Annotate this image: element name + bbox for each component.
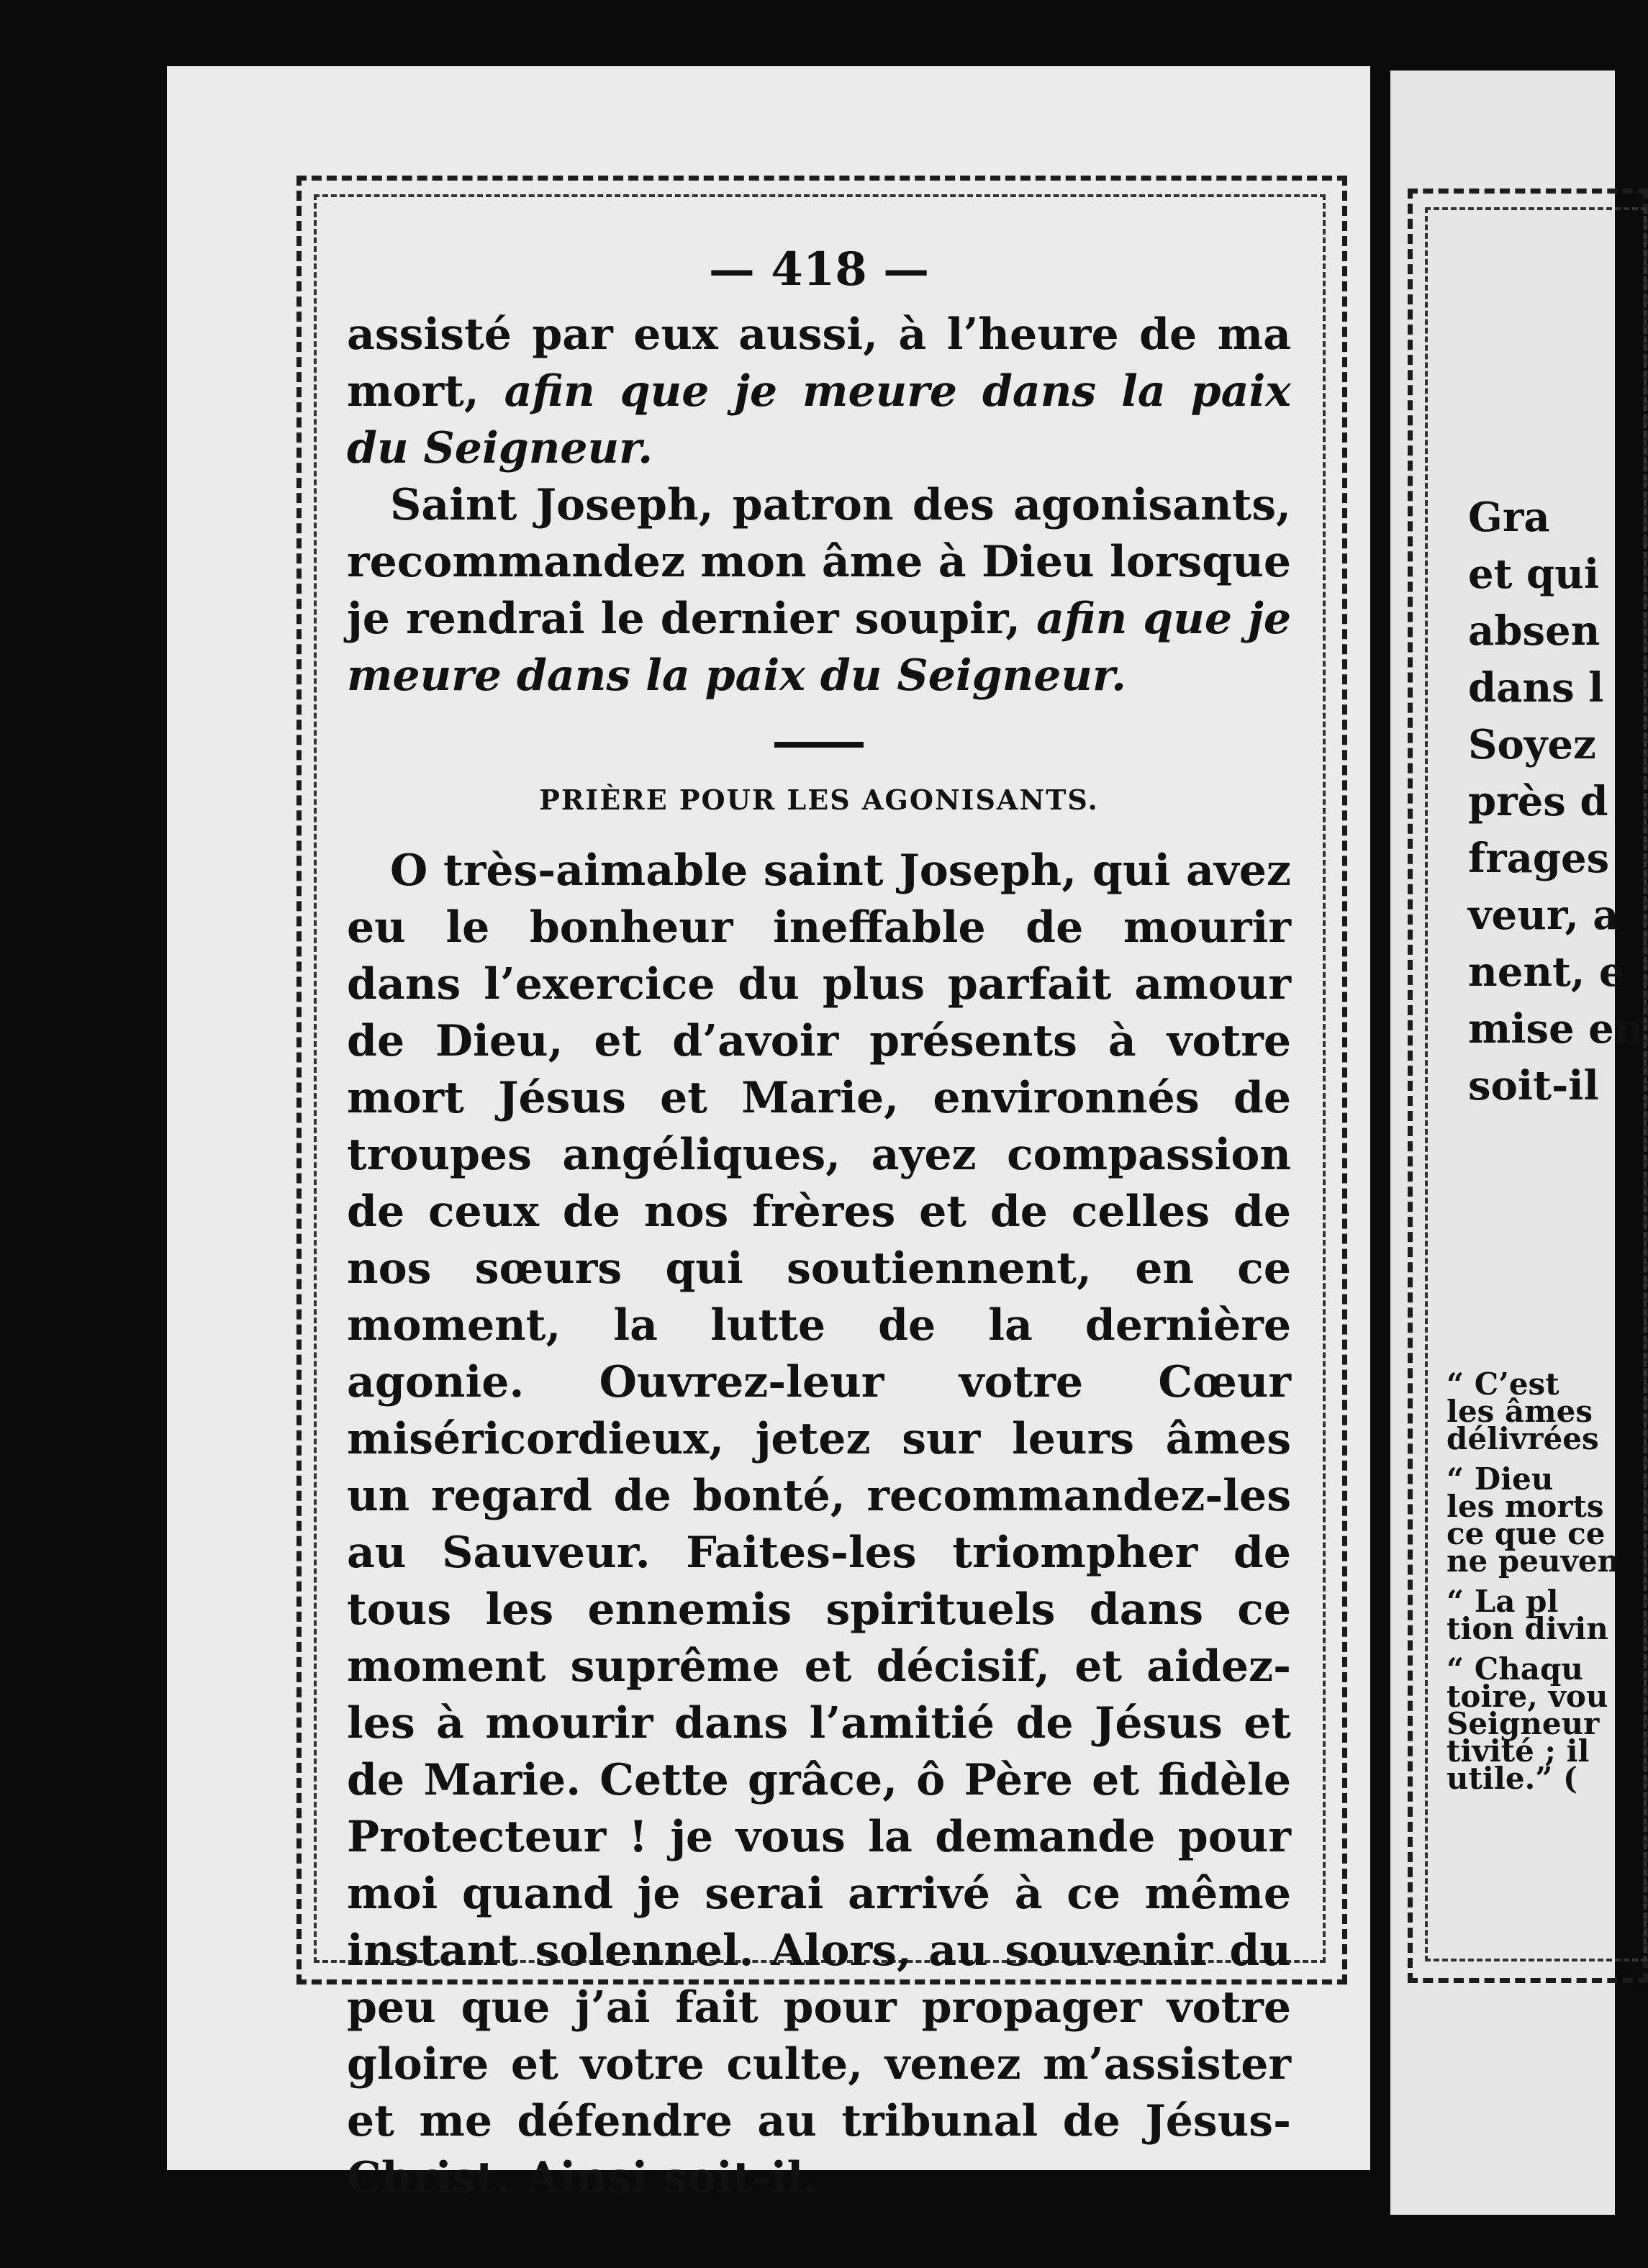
section-divider — [774, 742, 864, 748]
paragraph-2-text: Saint Joseph, patron des agonisants, recommandez mon âme à Dieu lorsque je rendrai le dernier soupir, — [347, 480, 1291, 644]
right-page-footnotes — [1446, 1366, 1620, 1805]
footnote-line: Seigneur — [1446, 1706, 1600, 1741]
footnote-line: utile.” ( — [1446, 1761, 1577, 1796]
footnote-line: les morts — [1446, 1489, 1604, 1524]
right-page-line: nent, e — [1468, 948, 1625, 996]
page-number: — 418 — — [708, 242, 930, 296]
section-heading: PRIÈRE POUR LES AGONISANTS. — [539, 784, 1099, 816]
right-page-line: et qui — [1468, 550, 1600, 598]
footnote-line: tion divin — [1446, 1611, 1608, 1646]
paragraph-1-text: assisté par eux aussi, à l’heure de ma mort, — [347, 309, 1291, 417]
footnote-line: toire, vou — [1446, 1679, 1608, 1714]
right-page-line: absen — [1468, 607, 1601, 655]
footnote-line: “ Chaqu — [1446, 1651, 1583, 1687]
footnote-line: “ Dieu — [1446, 1461, 1554, 1497]
right-page-line: mise en — [1468, 1005, 1644, 1053]
footnote-line: délivrées — [1446, 1421, 1599, 1456]
footnote-line: “ C’est — [1446, 1366, 1559, 1402]
paragraph-2 — [347, 477, 1291, 704]
paragraph-3: O très-aimable saint Joseph, qui avez eu le bonheur ineffable de mourir dans l’exercice du plus parfait amour de Dieu, et d’avoir présents à votre mort Jésus et Marie, environnés de troupes angéliques, ayez compassion de ceux de nos frères et de celles de nos sœurs qui soutiennent, en ce moment, la lutte de la dernière agonie. Ouvrez-leur votre Cœur miséricordieux, jetez sur leurs âmes un regard de bonté, recommandez-les au Sauveur. Faites-les triompher de tous les ennemis spirituels dans ce moment suprême et décisif, et aidez-les à mourir dans l’amitié de Jésus et de Marie. Cette grâce, ô Père et fidèle Protecteur ! je vous la demande pour moi quand je serai arrivé à ce même instant solennel. Alors, au souvenir du peu que j’ai fait pour propager votre gloire et votre culte, venez m’assister et me défendre au tribunal de Jésus-Christ. Ainsi soit-il. — [347, 845, 1291, 2203]
footnote-line: “ La pl — [1446, 1584, 1559, 1619]
footnote-line: ne peuven — [1446, 1543, 1620, 1579]
footnote-line: ce que ce — [1446, 1516, 1606, 1551]
paragraph-1-italic: afin que je meure dans la paix du Seigneur. — [347, 366, 1292, 473]
right-page-line: frages — [1468, 835, 1610, 882]
right-page-line: Soyez — [1468, 721, 1596, 768]
right-page-text — [1468, 489, 1644, 1115]
right-page-line: près d — [1468, 778, 1608, 825]
left-page-text — [347, 237, 1291, 2207]
right-page-line: veur, a — [1468, 892, 1619, 939]
right-page-line: soit-il — [1468, 1062, 1599, 1110]
paragraph-1 — [347, 307, 1291, 477]
footnote-line: tivité ; il — [1446, 1733, 1590, 1769]
paragraph-2-italic: afin que je meure dans la paix du Seigneur. — [347, 594, 1291, 701]
right-page-line: dans l — [1468, 664, 1604, 712]
right-page-line: Gra — [1468, 494, 1550, 541]
footnote-line: les âmes — [1446, 1394, 1593, 1429]
